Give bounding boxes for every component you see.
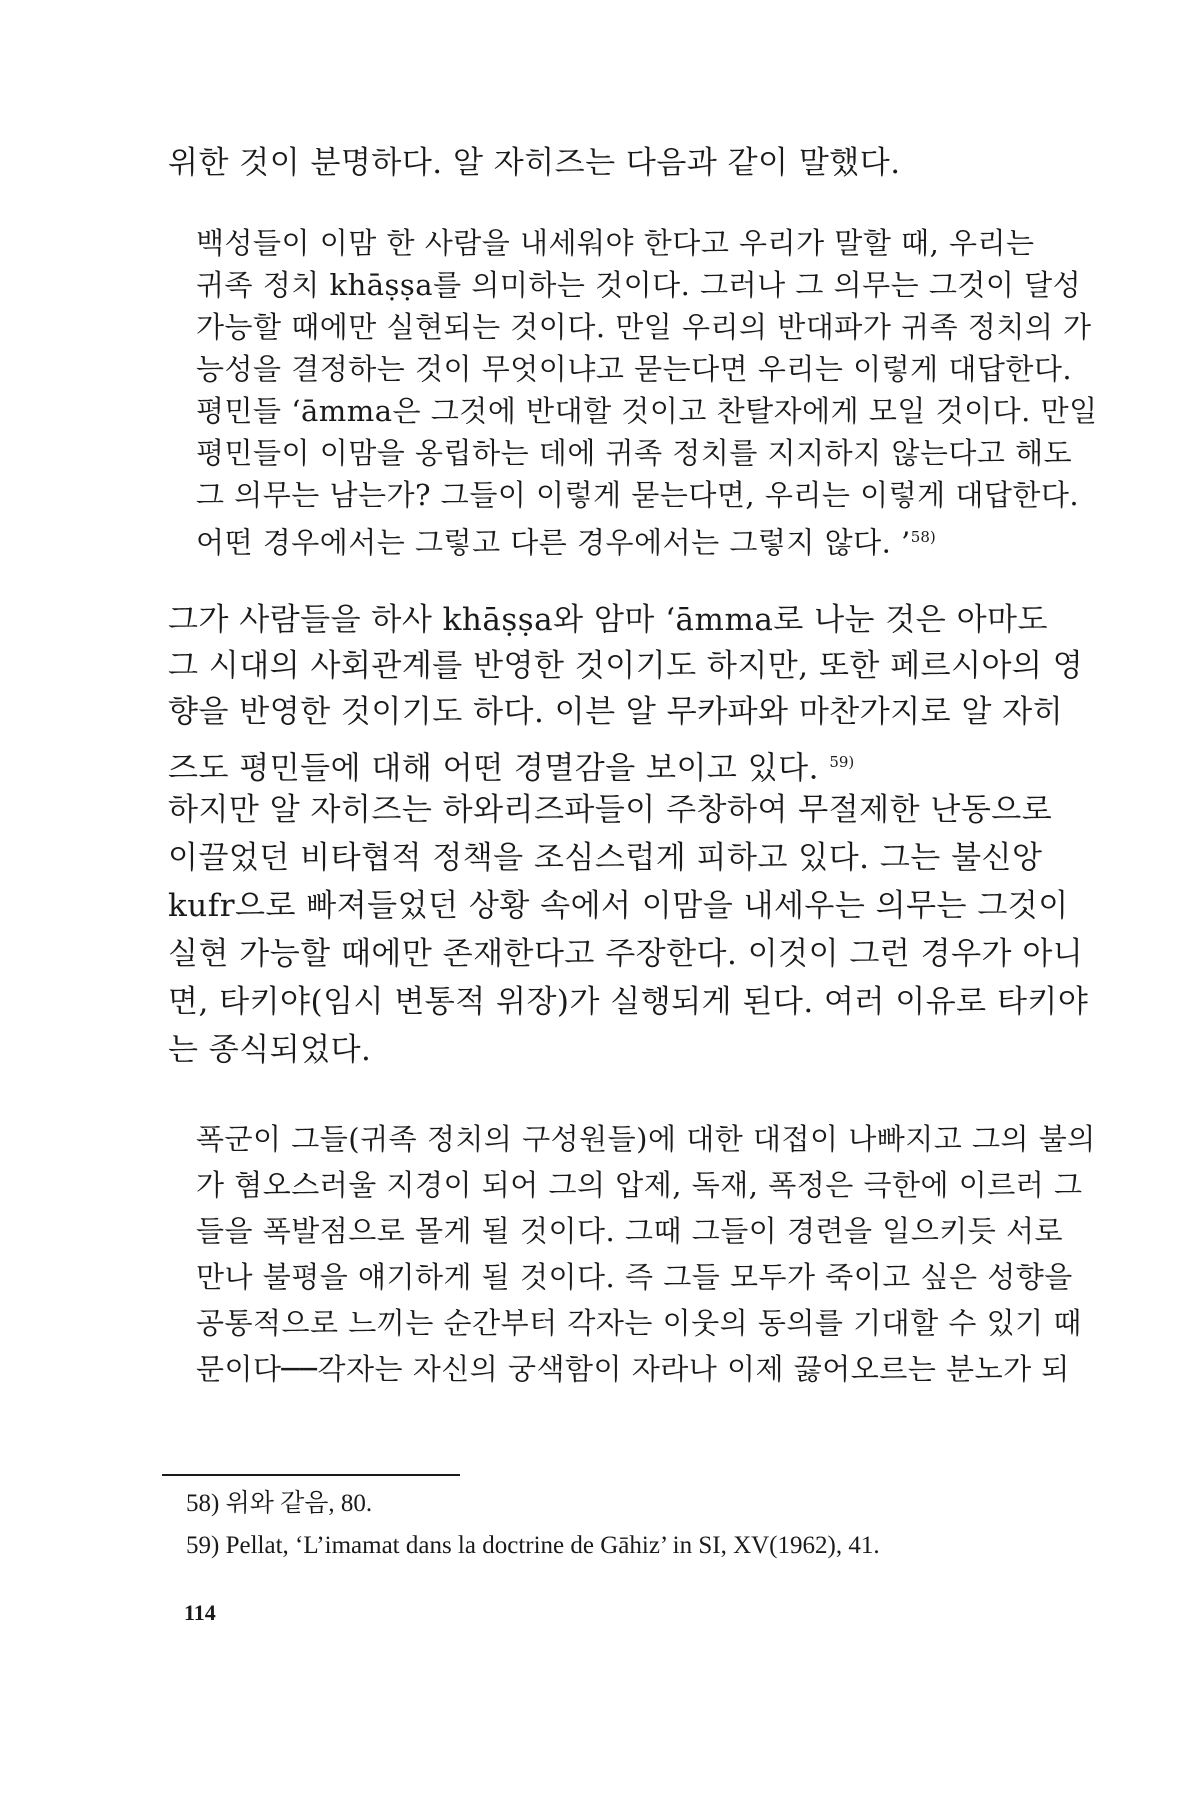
footnote-ref-59[interactable]: 59) xyxy=(829,753,855,771)
text-line: kufr으로 빠져들었던 상황 속에서 이맘을 내세우는 의무는 그것이 xyxy=(168,888,1069,924)
quote-line: 가능할 때에만 실현되는 것이다. 만일 우리의 반대파가 귀족 정치의 가 xyxy=(196,310,1092,344)
quote-line: 능성을 결정하는 것이 무엇이냐고 묻는다면 우리는 이렇게 대답한다. xyxy=(196,352,1073,386)
quote-line: 가 혐오스러울 지경이 되어 그의 압제, 독재, 폭정은 극한에 이르러 그 xyxy=(196,1168,1083,1202)
quote-line: 그 의무는 남는가? 그들이 이렇게 묻는다면, 우리는 이렇게 대답한다. xyxy=(196,478,1080,512)
quote-line: 문이다──각자는 자신의 궁색함이 자라나 이제 끓어오르는 분노가 되 xyxy=(196,1352,1070,1386)
quote-line: 백성들이 이맘 한 사람을 내세워야 한다고 우리가 말할 때, 우리는 xyxy=(196,226,1035,260)
text-line xyxy=(168,742,854,788)
text-line: 그 시대의 사회관계를 반영한 것이기도 하지만, 또한 페르시아의 영 xyxy=(168,648,1084,684)
text-line: 하지만 알 자히즈는 하와리즈파들이 주창하여 무절제한 난동으로 xyxy=(168,792,1053,828)
quote-line: 들을 폭발점으로 몰게 될 것이다. 그때 그들이 경련을 일으키듯 서로 xyxy=(196,1214,1064,1248)
quote-line: 폭군이 그들(귀족 정치의 구성원들)에 대한 대접이 나빠지고 그의 불의 xyxy=(196,1122,1096,1156)
quote-line xyxy=(196,518,936,562)
quote-line: 평민들이 이맘을 옹립하는 데에 귀족 정치를 지지하지 않는다고 해도 xyxy=(196,436,1073,470)
text-line: 면, 타키야(임시 변통적 위장)가 실행되게 된다. 여러 이유로 타키야 xyxy=(168,984,1089,1020)
quote-line: 공통적으로 느끼는 순간부터 각자는 이웃의 동의를 기대할 수 있기 때 xyxy=(196,1306,1082,1340)
text-line: 향을 반영한 것이기도 하다. 이븐 알 무카파와 마찬가지로 알 자히 xyxy=(168,694,1064,730)
footnote-59: 59) Pellat, ‘L’imamat dans la doctrine de Gāhiz’ in SI, XV(1962), 41. xyxy=(186,1532,880,1559)
quote-line: 평민들 ‘āmma은 그것에 반대할 것이고 찬탈자에게 모일 것이다. 만일 xyxy=(196,394,1098,428)
footnote-divider xyxy=(162,1474,460,1476)
text-line: 는 종식되었다. xyxy=(168,1032,372,1068)
quote-line-text: 어떤 경우에서는 그렇고 다른 경우에서는 그렇지 않다. ’ xyxy=(196,525,911,560)
footnote-58: 58) 위와 같음, 80. xyxy=(186,1490,373,1517)
quote-line: 귀족 정치 khāṣṣa를 의미하는 것이다. 그러나 그 의무는 그것이 달성 xyxy=(196,268,1082,302)
text-line: 실현 가능할 때에만 존재한다고 주장한다. 이것이 그런 경우가 아니 xyxy=(168,936,1084,972)
text-line: 이끌었던 비타협적 정책을 조심스럽게 피하고 있다. 그는 불신앙 xyxy=(168,840,1043,876)
footnote-ref-58[interactable]: 58) xyxy=(910,528,936,546)
text-line: 위한 것이 분명하다. 알 자히즈는 다음과 같이 말했다. xyxy=(168,145,901,181)
text-line-content: 즈도 평민들에 대해 어떤 경멸감을 보이고 있다. xyxy=(168,750,830,787)
quote-line: 만나 불평을 얘기하게 될 것이다. 즉 그들 모두가 죽이고 싶은 성향을 xyxy=(196,1260,1073,1294)
page-number: 114 xyxy=(184,1600,216,1625)
text-line: 그가 사람들을 하사 khāṣṣa와 암마 ‘āmma로 나눈 것은 아마도 xyxy=(168,602,1048,638)
